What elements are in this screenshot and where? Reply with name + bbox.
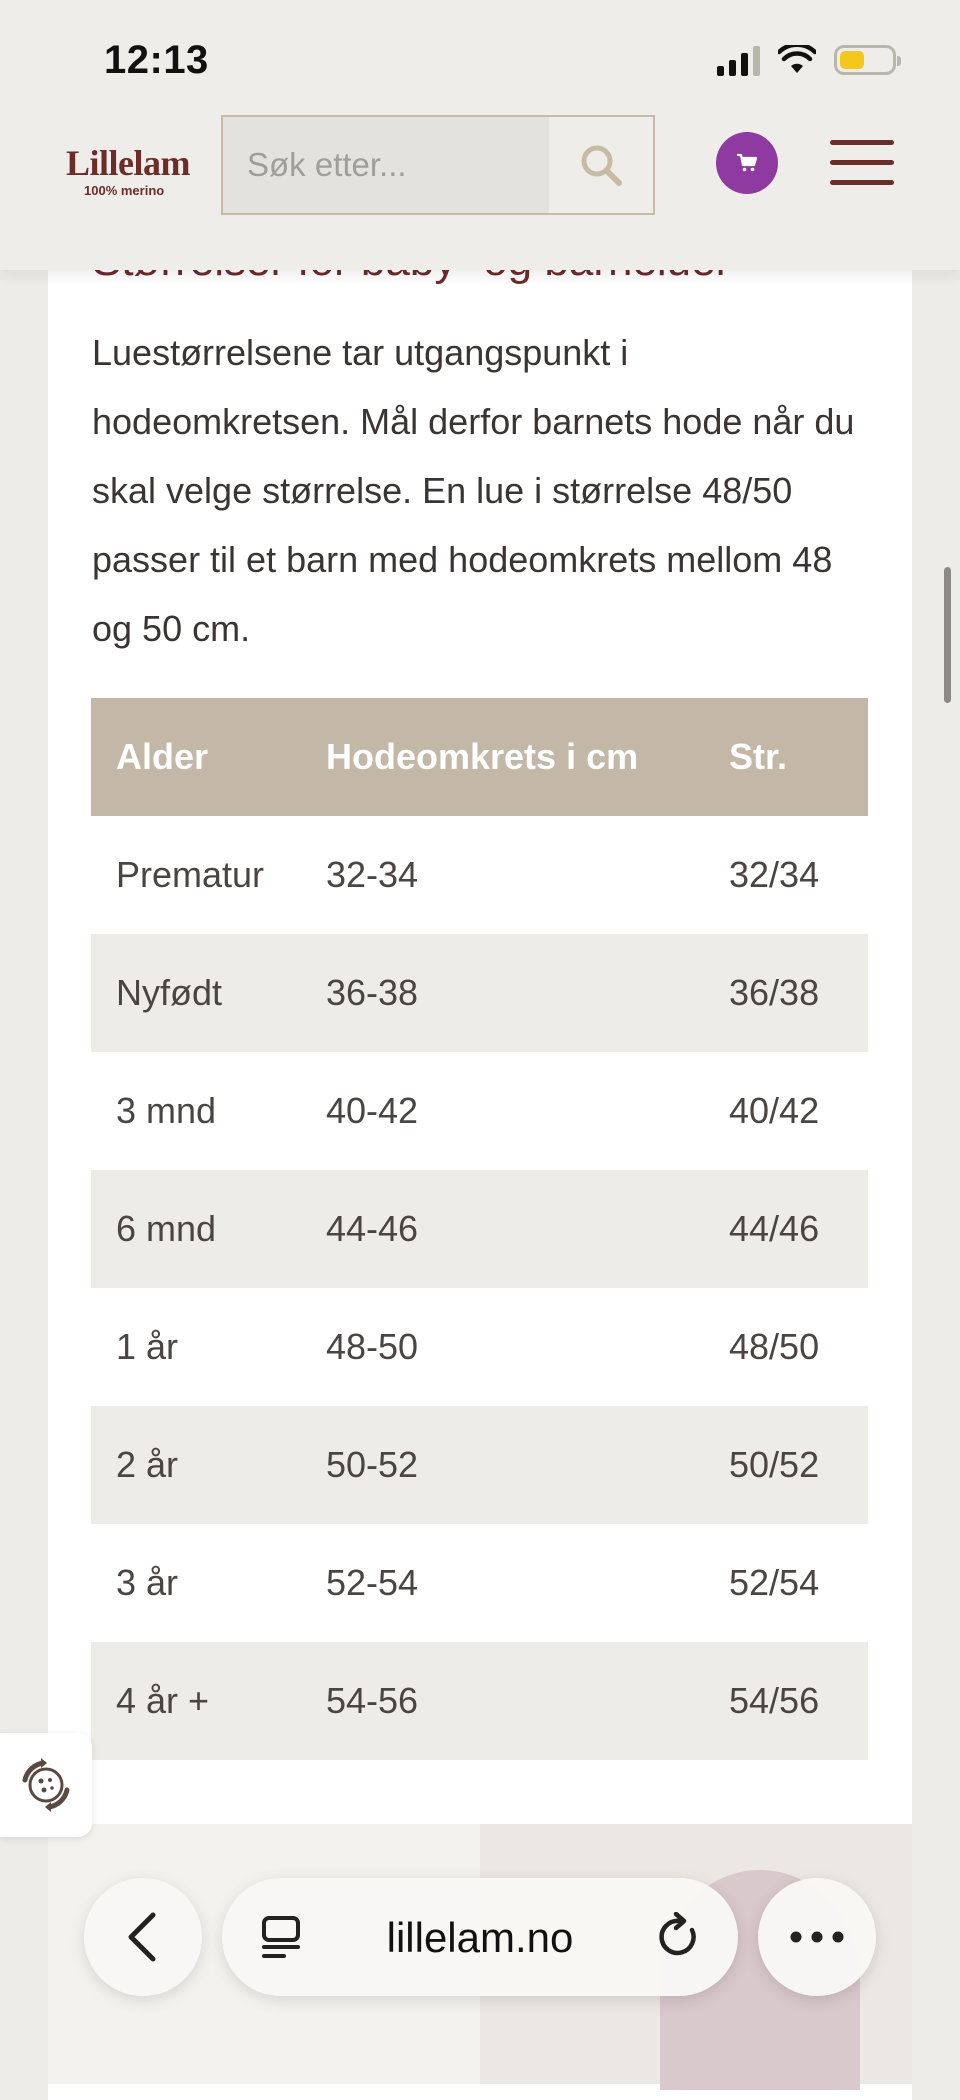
column-header-age: Alder [91, 698, 301, 816]
size-cell: 50/52 [704, 1406, 868, 1524]
table-header-row [91, 698, 868, 816]
intro-text: Luestørrelsene tar utgangspunkt i hodeomkretsen. Mål derfor barnets hode når du skal velge størrelse. En lue i størrelse 48/50 passer til et barn med hodeomkrets mellom 48 og 50 cm. [92, 332, 855, 649]
wifi-icon [778, 45, 816, 75]
table-row [91, 934, 868, 1052]
address-bar[interactable] [222, 1878, 738, 1996]
column-header-size: Str. [704, 698, 868, 816]
age-cell: 3 mnd [116, 1090, 217, 1131]
cart-icon [736, 153, 758, 173]
age-cell: 3 år [116, 1562, 179, 1603]
size-cell: 36/38 [704, 934, 868, 1052]
table-row [91, 1642, 868, 1760]
circumference-cell: 36-38 [301, 934, 704, 1052]
status-time: 12:13 [104, 38, 209, 82]
age-cell: Prematur [116, 854, 265, 895]
browser-back-button[interactable] [84, 1878, 202, 1996]
size-cell: 44/46 [704, 1170, 868, 1288]
hamburger-menu-button[interactable] [830, 140, 894, 188]
circumference-cell: 50-52 [301, 1406, 704, 1524]
table-row [91, 816, 868, 934]
table-row [91, 1406, 868, 1524]
circumference-cell: 52-54 [326, 1562, 419, 1603]
age-cell: 4 år + [91, 1642, 301, 1760]
cookie-settings-button[interactable] [0, 1733, 92, 1837]
site-header [0, 0, 960, 270]
size-cell: 32/34 [729, 854, 820, 895]
table-row [91, 1170, 868, 1288]
size-cell: 48/50 [729, 1326, 820, 1367]
circumference-cell: 32-34 [326, 854, 419, 895]
search-input[interactable]: Søk etter... [223, 117, 549, 213]
table-row [91, 1052, 868, 1170]
circumference-cell: 54-56 [301, 1642, 704, 1760]
age-cell: 6 mnd [91, 1170, 301, 1288]
cookie-icon [13, 1752, 79, 1818]
table-row [91, 1524, 868, 1642]
size-cell: 54/56 [704, 1642, 868, 1760]
size-cell: 40/42 [729, 1090, 820, 1131]
size-table [91, 698, 868, 1760]
search-icon [579, 143, 623, 187]
more-icon [789, 1930, 845, 1944]
age-cell: 1 år [116, 1326, 179, 1367]
column-header-head-circumference: Hodeomkrets i cm [301, 698, 704, 816]
circumference-cell: 48-50 [326, 1326, 419, 1367]
circumference-cell: 40-42 [326, 1090, 419, 1131]
search-button[interactable] [549, 117, 653, 213]
age-cell: Nyfødt [91, 934, 301, 1052]
battery-icon [834, 45, 896, 75]
search-bar [221, 115, 655, 215]
status-icons [717, 44, 896, 76]
reload-icon[interactable] [654, 1912, 704, 1962]
logo-tagline: 100% merino [84, 183, 165, 198]
table-row [91, 1288, 868, 1406]
cellular-signal-icon [717, 44, 760, 76]
site-logo[interactable] [66, 145, 191, 198]
cart-button[interactable] [716, 132, 778, 194]
scrollbar-thumb[interactable] [944, 567, 951, 703]
logo-text: Lillelam [66, 143, 190, 183]
back-icon [123, 1911, 163, 1963]
url-text: lillelam.no [386, 1914, 574, 1961]
age-cell: 2 år [91, 1406, 301, 1524]
browser-more-button[interactable] [758, 1878, 876, 1996]
size-cell: 52/54 [729, 1562, 820, 1603]
circumference-cell: 44-46 [301, 1170, 704, 1288]
hamburger-menu-icon [830, 140, 894, 145]
